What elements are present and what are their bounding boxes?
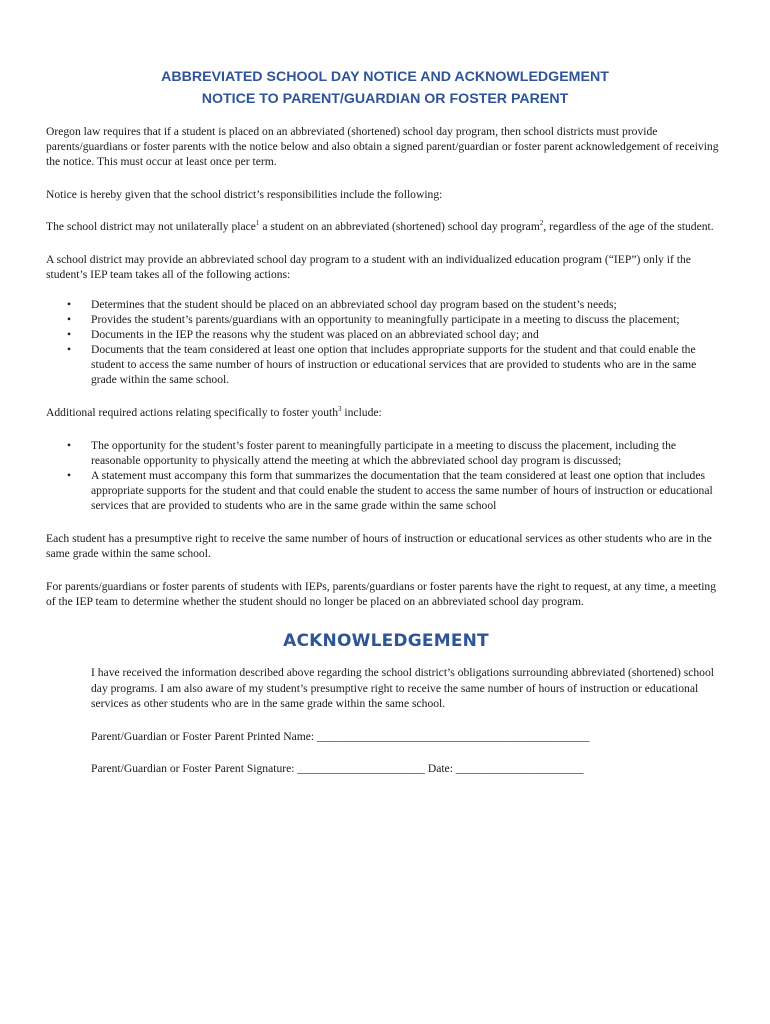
bullet-icon: • <box>67 313 72 327</box>
document-title <box>46 66 720 110</box>
list-item <box>46 297 720 312</box>
printed-name-row <box>91 729 720 744</box>
list-item-text: Determines that the student should be placed on an abbreviated school day program based on the student’s needs; <box>91 298 617 312</box>
list-item <box>46 312 720 327</box>
title-line-2: NOTICE TO PARENT/GUARDIAN OR FOSTER PARENT <box>201 91 569 107</box>
list-item-text: The opportunity for the student’s foster parent to meaningfully participate in a meeting to discuss the placement, including the reasonable opportunity to physically attend the meeting at which the abbreviated school day program is discussed; <box>91 438 677 467</box>
bullet-icon: • <box>67 468 72 482</box>
foster-intro-paragraph <box>46 405 720 420</box>
unilateral-text-2: a student on an abbreviated (shortened) school day program <box>259 219 540 233</box>
acknowledgement-body: I have received the information described above regarding the school district’s obligations surrounding abbreviated (shortened) school day programs. I am also aware of my student’s presumptive right to receive the same number of hours of instruction or educational services as other students who are in the same grade within the same school. <box>91 666 714 710</box>
list-item-text: Provides the student’s parents/guardians with an opportunity to meaningfully participate in a meeting to discuss the placement; <box>91 313 680 327</box>
foster-intro-text-2: include: <box>341 406 382 420</box>
signature-field[interactable]: ______________________ <box>297 762 425 776</box>
footnote-ref-1: 1 <box>255 218 260 227</box>
footnote-ref-2: 2 <box>539 218 544 227</box>
unilateral-text-1: The school district may not unilaterally place <box>46 219 256 233</box>
title-line-1: ABBREVIATED SCHOOL DAY NOTICE AND ACKNOWLEDGEMENT <box>161 69 609 85</box>
intro-paragraph: Oregon law requires that if a student is placed on an abbreviated (shortened) school day program, then school districts must provide parents/guardians or foster parents with the notice below and also obtain a signed parent/guardian or foster parent acknowledgement of receiving the notice. This must occur at least once per term. <box>46 125 719 169</box>
date-field[interactable]: ______________________ <box>455 762 584 776</box>
list-item-text: Documents in the IEP the reasons why the student was placed on an abbreviated school day; and <box>91 328 539 342</box>
presumptive-right-paragraph: Each student has a presumptive right to receive the same number of hours of instruction or educational services as other students who are in the same grade within the same school. <box>46 531 712 560</box>
list-item <box>46 438 720 468</box>
foster-intro-text-1: Additional required actions relating specifically to foster youth <box>46 406 339 420</box>
printed-name-label: Parent/Guardian or Foster Parent Printed Name: <box>91 730 318 744</box>
acknowledgement-section <box>46 665 720 776</box>
signature-label: Parent/Guardian or Foster Parent Signature: <box>91 762 298 776</box>
iep-intro-paragraph: A school district may provide an abbreviated school day program to a student with an individualized education program (“IEP”) only if the student’s IEP team takes all of the following actions: <box>46 253 691 282</box>
printed-name-field[interactable]: _______________________________________________ <box>317 730 590 744</box>
bullet-icon: • <box>67 438 72 452</box>
bullet-icon: • <box>67 343 72 357</box>
unilateral-text-3: , regardless of the age of the student. <box>543 219 714 233</box>
foster-actions-list <box>46 438 720 513</box>
date-label: Date: <box>424 762 456 776</box>
list-item-text: Documents that the team considered at least one option that includes appropriate supports for the student and that could enable the student to access the same number of hours of instruction or educational services that are provided to students who are in the same grade within the same school. <box>91 343 697 387</box>
list-item <box>46 342 720 387</box>
list-item <box>46 468 720 513</box>
acknowledgement-heading: ACKNOWLEDGEMENT <box>283 631 489 652</box>
list-item-text: A statement must accompany this form that summarizes the documentation that the team considered at least one option that includes appropriate supports for the student and that could enable the student to access the same number of hours of instruction or educational services that are provided to students who are in the same grade within the same school <box>91 468 713 512</box>
notice-paragraph: Notice is hereby given that the school district’s responsibilities include the following: <box>46 187 443 201</box>
iep-actions-list <box>46 297 720 387</box>
footnote-ref-3: 3 <box>338 405 342 414</box>
request-meeting-paragraph: For parents/guardians or foster parents of students with IEPs, parents/guardians or foster parents have the right to request, at any time, a meeting of the IEP team to determine whether the student should no longer be placed on an abbreviated school day program. <box>46 580 717 609</box>
list-item <box>46 327 720 342</box>
bullet-icon: • <box>67 298 72 312</box>
bullet-icon: • <box>67 328 72 342</box>
signature-row <box>91 761 720 776</box>
unilateral-paragraph <box>46 219 720 234</box>
